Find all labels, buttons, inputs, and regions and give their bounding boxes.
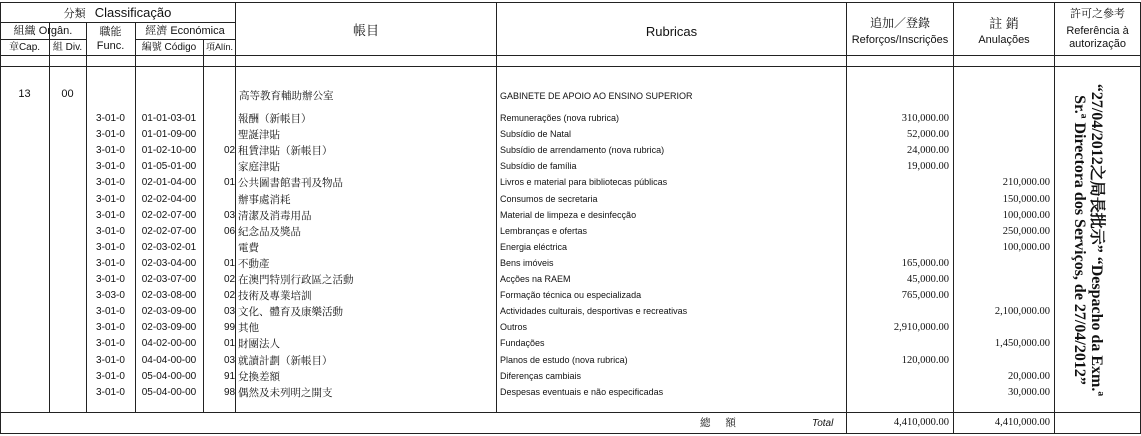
row-economic-code: 02-03-02-01 — [141, 242, 197, 253]
entity-name-zh: 高等教育輔助辦公室 — [239, 90, 334, 102]
row-annulment: 30,000.00 — [1008, 387, 1050, 398]
row-alinea: 01 — [224, 177, 236, 188]
row-alinea: 01 — [224, 338, 236, 349]
header-rubric-zh: 帳目 — [352, 23, 379, 38]
header-rubric-pt: Rubricas — [645, 24, 698, 39]
row-functional-code: 3-03-0 — [96, 290, 125, 301]
row-economic-code: 01-02-10-00 — [141, 145, 197, 156]
row-alinea: 06 — [224, 226, 236, 237]
row-economic-code: 02-02-07-00 — [141, 210, 197, 221]
row-alinea: 02 — [224, 290, 236, 301]
row-functional-code: 3-01-0 — [96, 371, 125, 382]
header-economic-zh: 經濟 — [145, 25, 168, 37]
header-reference-zh: 許可之參考 — [1070, 8, 1125, 20]
row-annulment: 210,000.00 — [1002, 177, 1050, 188]
row-rubric-pt: Remunerações (nova rubrica) — [500, 113, 620, 123]
header-economic-pt: Económica — [170, 25, 225, 37]
total-reinforcement: 4,410,000.00 — [893, 417, 949, 428]
row-reinforcement: 765,000.00 — [901, 290, 949, 301]
row-alinea: 01 — [224, 258, 236, 269]
row-functional-code: 3-01-0 — [96, 145, 125, 156]
row-functional-code: 3-01-0 — [96, 274, 125, 285]
row-rubric-zh: 偶然及未列明之開支 — [238, 387, 333, 399]
row-rubric-zh: 文化、體育及康樂活動 — [238, 306, 343, 318]
row-reinforcement: 45,000.00 — [907, 274, 949, 285]
header-classification-zh: 分類 — [63, 8, 86, 20]
row-functional-code: 3-01-0 — [96, 322, 125, 333]
row-rubric-pt: Energia eléctrica — [500, 242, 568, 252]
row-rubric-zh: 其他 — [238, 322, 259, 334]
row-rubric-pt: Bens imóveis — [500, 258, 554, 268]
header-code-zh: 編號 — [141, 42, 162, 53]
row-rubric-pt: Subsídio de Natal — [500, 129, 572, 139]
header-organic-zh: 組織 — [13, 25, 36, 37]
row-alinea: 03 — [224, 210, 236, 221]
header-organic-pt: Orgân. — [38, 25, 73, 37]
row-reinforcement: 24,000.00 — [907, 145, 949, 156]
row-rubric-zh: 財團法人 — [238, 338, 280, 350]
row-functional-code: 3-01-0 — [96, 194, 125, 205]
row-annulment: 250,000.00 — [1002, 226, 1050, 237]
row-economic-code: 01-01-09-00 — [141, 129, 197, 140]
header-cap — [0, 43, 49, 53]
header-div-pt: Div. — [65, 42, 83, 53]
header-functional-pt: Func. — [96, 40, 125, 52]
header-annulment-zh: 註 銷 — [989, 16, 1019, 31]
row-functional-code: 3-01-0 — [96, 177, 125, 188]
total-label-zh: 總 額 — [700, 417, 742, 429]
authorization-text: “27/04/2012之局長批示” “Despacho da Exm.ª Sr.ª Directora dos Serviços, de 27/04/2012” — [1071, 83, 1105, 397]
row-rubric-zh: 報酬（新帳目） — [238, 113, 312, 125]
header-functional-zh: 職能 — [99, 26, 122, 38]
row-economic-code: 01-01-03-01 — [141, 113, 197, 124]
row-reinforcement: 52,000.00 — [907, 129, 949, 140]
row-rubric-pt: Actividades culturais, desportivas e recreativas — [500, 306, 688, 316]
row-economic-code: 02-03-09-00 — [141, 322, 197, 333]
header-code — [135, 43, 203, 53]
row-rubric-pt: Livros e material para bibliotecas públicas — [500, 177, 668, 187]
row-rubric-pt: Lembranças e ofertas — [500, 226, 588, 236]
row-functional-code: 3-01-0 — [96, 161, 125, 172]
row-economic-code: 02-02-07-00 — [141, 226, 197, 237]
row-rubric-pt: Diferenças cambiais — [500, 371, 582, 381]
row-rubric-zh: 技術及專業培訓 — [238, 290, 312, 302]
row-rubric-zh: 公共圖書館書刊及物品 — [238, 177, 343, 189]
total-annulment: 4,410,000.00 — [994, 417, 1050, 428]
header-classification-pt: Classificação — [94, 5, 172, 20]
row-rubric-pt: Formação técnica ou especializada — [500, 290, 642, 300]
row-functional-code: 3-01-0 — [96, 242, 125, 253]
row-rubric-pt: Subsídio de arrendamento (nova rubrica) — [500, 145, 665, 155]
row-economic-code: 05-04-00-00 — [141, 387, 197, 398]
row-rubric-zh: 不動產 — [238, 258, 270, 270]
row-rubric-zh: 紀念品及獎品 — [238, 226, 301, 238]
row-functional-code: 3-01-0 — [96, 210, 125, 221]
entity-name-pt: GABINETE DE APOIO AO ENSINO SUPERIOR — [500, 91, 693, 101]
row-annulment: 1,450,000.00 — [994, 338, 1050, 349]
row-economic-code: 02-03-09-00 — [141, 306, 197, 317]
row-economic-code: 01-05-01-00 — [141, 161, 197, 172]
row-economic-code: 02-03-04-00 — [141, 258, 197, 269]
header-alinea-zh: 項 — [205, 42, 215, 52]
row-alinea: 91 — [224, 371, 236, 382]
authorization-reference — [1038, 80, 1138, 400]
row-rubric-pt: Subsídio de família — [500, 161, 577, 171]
row-annulment: 100,000.00 — [1002, 210, 1050, 221]
header-alinea-pt: Alín. — [215, 42, 234, 52]
row-rubric-pt: Despesas eventuais e não especificadas — [500, 387, 664, 397]
row-rubric-zh: 兌換差額 — [238, 371, 280, 383]
header-alinea — [203, 43, 236, 52]
row-functional-code: 3-01-0 — [96, 113, 125, 124]
row-economic-code: 04-04-00-00 — [141, 355, 197, 366]
entity-cap: 13 — [18, 88, 31, 100]
total-label-pt: Total — [812, 418, 834, 429]
row-functional-code: 3-01-0 — [96, 338, 125, 349]
row-functional-code: 3-01-0 — [96, 306, 125, 317]
entity-div: 00 — [61, 88, 74, 100]
row-reinforcement: 310,000.00 — [901, 113, 949, 124]
row-rubric-pt: Planos de estudo (nova rubrica) — [500, 355, 628, 365]
header-classification — [0, 6, 235, 20]
row-alinea: 98 — [224, 387, 236, 398]
row-functional-code: 3-01-0 — [96, 129, 125, 140]
row-alinea: 02 — [224, 274, 236, 285]
header-code-pt: Código — [164, 42, 197, 53]
row-rubric-zh: 清潔及消毒用品 — [238, 210, 312, 222]
row-rubric-zh: 辦事處消耗 — [238, 194, 291, 206]
row-rubric-zh: 家庭津貼 — [238, 161, 280, 173]
row-rubric-zh: 電費 — [238, 242, 259, 254]
row-rubric-pt: Outros — [500, 322, 528, 332]
row-alinea: 02 — [224, 145, 236, 156]
row-economic-code: 05-04-00-00 — [141, 371, 197, 382]
row-functional-code: 3-01-0 — [96, 355, 125, 366]
row-reinforcement: 19,000.00 — [907, 161, 949, 172]
row-annulment: 150,000.00 — [1002, 194, 1050, 205]
row-alinea: 99 — [224, 322, 236, 333]
row-rubric-zh: 在澳門特別行政區之活動 — [238, 274, 354, 286]
row-rubric-pt: Acções na RAEM — [500, 274, 571, 284]
row-rubric-pt: Consumos de secretaria — [500, 194, 598, 204]
row-functional-code: 3-01-0 — [96, 226, 125, 237]
row-functional-code: 3-01-0 — [96, 258, 125, 269]
header-organic — [0, 26, 86, 37]
row-rubric-zh: 租賃津貼（新帳目） — [238, 145, 333, 157]
row-rubric-zh: 聖誕津貼 — [238, 129, 280, 141]
row-rubric-zh: 就讀計劃（新帳目） — [238, 355, 333, 367]
header-reinforcement-pt: Reforços/Inscrições — [851, 34, 949, 46]
row-annulment: 20,000.00 — [1008, 371, 1050, 382]
header-cap-zh: 章 — [8, 42, 19, 53]
row-economic-code: 02-03-07-00 — [141, 274, 197, 285]
row-economic-code: 02-01-04-00 — [141, 177, 197, 188]
header-economic — [135, 26, 235, 37]
row-reinforcement: 2,910,000.00 — [893, 322, 949, 333]
row-functional-code: 3-01-0 — [96, 387, 125, 398]
header-reinforcement-zh: 追加／登錄 — [869, 16, 930, 30]
header-annulment-pt: Anulações — [978, 34, 1030, 46]
row-annulment: 2,100,000.00 — [994, 306, 1050, 317]
row-economic-code: 02-03-08-00 — [141, 290, 197, 301]
header-cap-pt: Cap. — [18, 42, 41, 53]
header-reference-pt: Referência à autorização — [1066, 25, 1129, 50]
row-alinea: 03 — [224, 306, 236, 317]
row-reinforcement: 120,000.00 — [901, 355, 949, 366]
row-reinforcement: 165,000.00 — [901, 258, 949, 269]
row-rubric-pt: Fundações — [500, 338, 545, 348]
row-economic-code: 04-02-00-00 — [141, 338, 197, 349]
row-rubric-pt: Material de limpeza e desinfecção — [500, 210, 637, 220]
header-div-zh: 組 — [52, 42, 63, 53]
row-annulment: 100,000.00 — [1002, 242, 1050, 253]
row-alinea: 03 — [224, 355, 236, 366]
row-economic-code: 02-02-04-00 — [141, 194, 197, 205]
header-div — [49, 43, 86, 53]
